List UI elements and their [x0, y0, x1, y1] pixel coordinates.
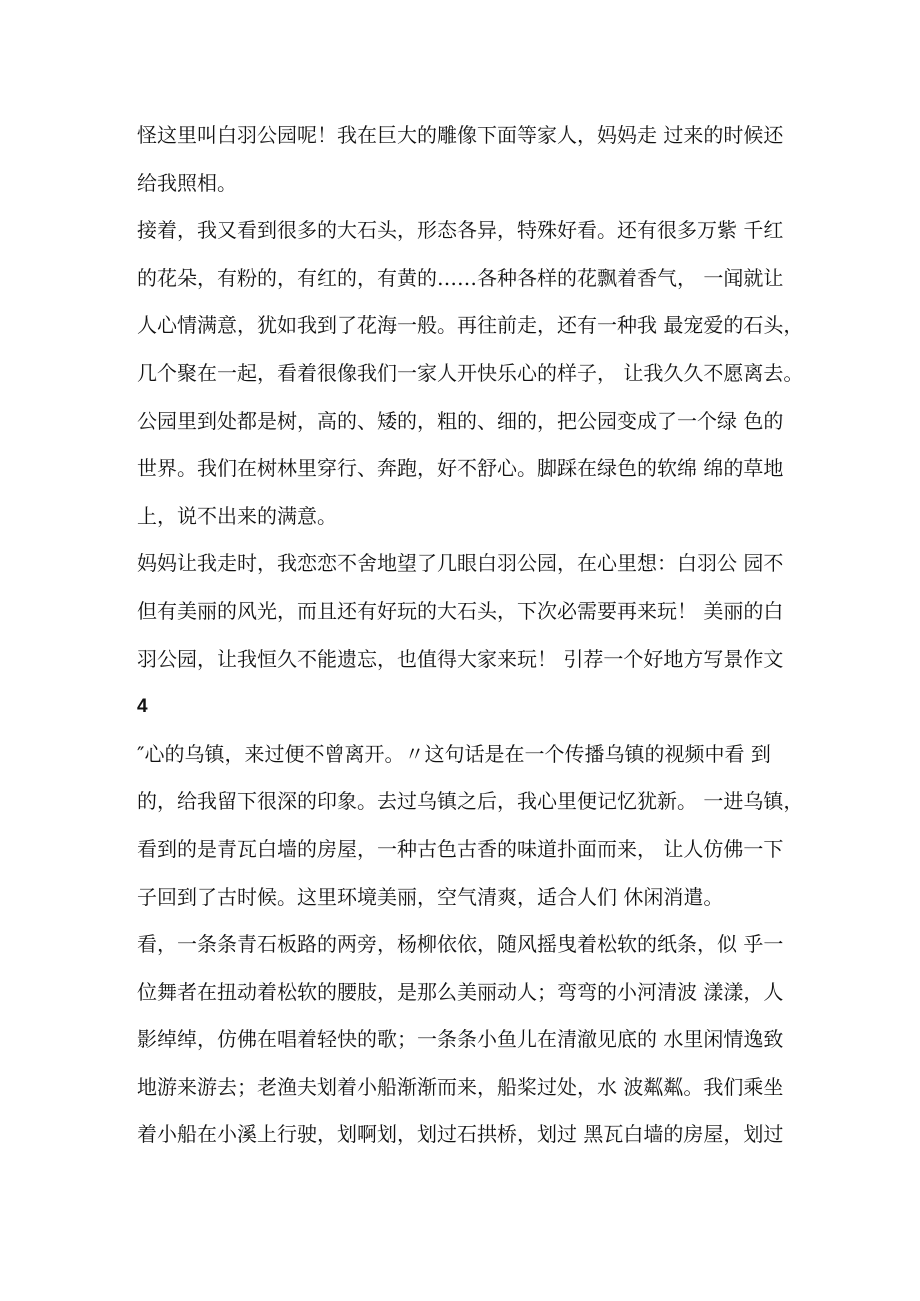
text-line: 羽公园，让我恒久不能遗忘，也值得大家来玩！ 引荐一个好地方写景作文 — [137, 646, 784, 671]
essay-text-block — [137, 112, 804, 1159]
text-line: 接着，我又看到很多的大石头，形态各异，特殊好看。还有很多万紫 千红 — [137, 218, 784, 243]
text-line: 影绰绰，仿佛在唱着轻快的歌；一条条小鱼儿在清澈见底的 水里闲情逸致 — [137, 1027, 784, 1052]
text-line: 怪这里叫白羽公园呢！我在巨大的雕像下面等家人，妈妈走 过来的时候还 — [137, 123, 784, 147]
text-line: 看到的是青瓦白墙的房屋，一种古色古香的味道扑面而来， 让人仿佛一下 — [137, 836, 784, 861]
text-line: 公园里到处都是树，高的、矮的，粗的、细的，把公园变成了一个绿 色的 — [137, 408, 784, 433]
section-number: 4 — [137, 696, 148, 718]
text-line: ″心的乌镇，来过便不曾离开。〃这句话是在一个传播乌镇的视频中看 到 — [137, 741, 771, 766]
text-line: 妈妈让我走时，我恋恋不舍地望了几眼白羽公园，在心里想：白羽公 园不 — [137, 551, 784, 576]
text-line: 几个聚在一起，看着很像我们一家人开快乐心的样子， 让我久久不愿离去。 — [137, 360, 804, 385]
text-line: 着小船在小溪上行驶，划啊划，划过石拱桥，划过 黑瓦白墙的房屋，划过 — [137, 1122, 784, 1147]
text-line: 的，给我留下很深的印象。去过乌镇之后，我心里便记忆犹新。 一进乌镇， — [137, 789, 804, 814]
text-line: 人心情满意，犹如我到了花海一般。再往前走，还有一种我 最宠爱的石头， — [137, 313, 804, 338]
text-line: 的花朵，有粉的，有红的，有黄的……各种各样的花飘着香气， 一闻就让 — [137, 265, 784, 290]
text-line: 但有美丽的风光，而且还有好玩的大石头，下次必需要再来玩！ 美丽的白 — [137, 598, 784, 623]
text-line: 看，一条条青石板路的两旁，杨柳依依，随风摇曳着松软的纸条，似 乎一 — [137, 932, 784, 957]
text-line: 给我照相。 — [137, 170, 237, 195]
text-line: 世界。我们在树林里穿行、奔跑，好不舒心。脚踩在绿色的软绵 绵的草地 — [137, 456, 784, 481]
text-line: 地游来游去；老渔夫划着小船渐渐而来，船桨过处，水 波粼粼。我们乘坐 — [137, 1074, 784, 1099]
text-line: 位舞者在扭动着松软的腰肢，是那么美丽动人；弯弯的小河清波 漾漾，人 — [137, 979, 784, 1004]
text-line: 子回到了古时候。这里环境美丽，空气清爽，适合人们 休闲消遣。 — [137, 884, 724, 909]
text-line: 上，说不出来的满意。 — [137, 503, 337, 528]
